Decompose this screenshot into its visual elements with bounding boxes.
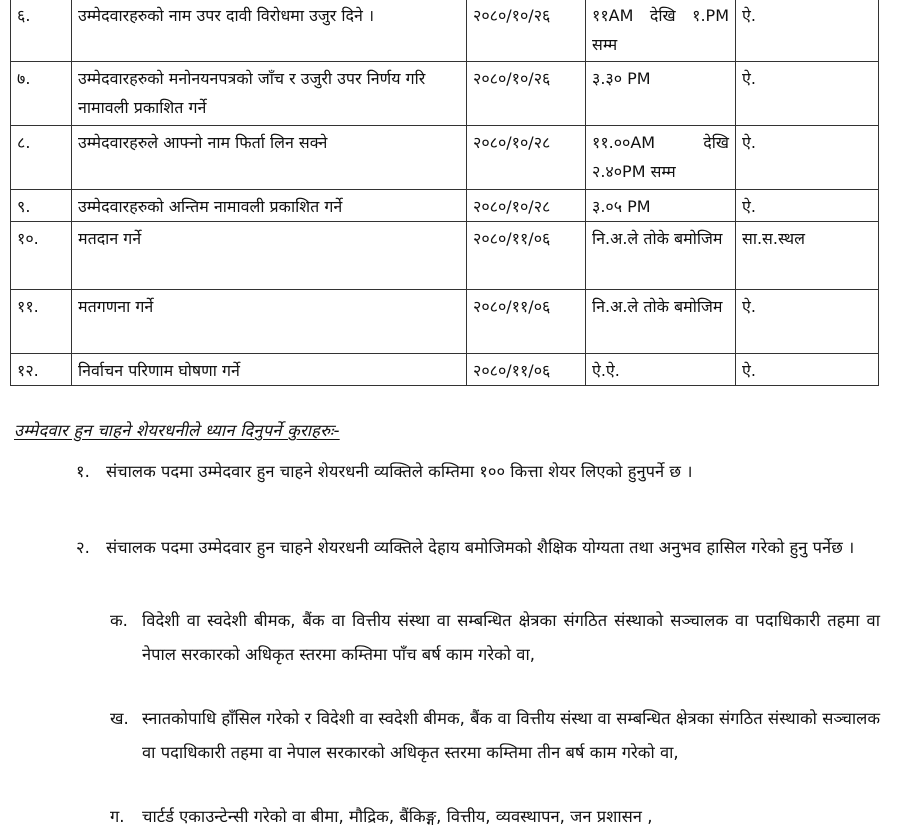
time-cell: नि.अ.ले तोके बमोजिम	[586, 290, 736, 354]
sub-list-item	[110, 604, 880, 672]
place-cell: ऐ.	[736, 126, 879, 190]
place-cell: ऐ.	[736, 62, 879, 126]
item-number: १.	[76, 462, 90, 481]
sub-item-number: ग.	[110, 807, 125, 826]
table-row	[11, 354, 879, 386]
table-row	[11, 190, 879, 222]
sub-item-number: ख.	[110, 709, 129, 728]
time-cell: ऐ.ऐ.	[586, 354, 736, 386]
sub-list-item	[110, 800, 880, 834]
time-cell: ३.३० PM	[586, 62, 736, 126]
sub-list-item	[110, 702, 880, 770]
sub-item-text: स्नातकोपाधि हाँसिल गरेको र विदेशी वा स्वदेशी बीमक, बैंक वा वित्तीय संस्था वा सम्बन्धित क्षेत्रका संगठित संस्थाको सञ्चालक वा पदाधिकारी तहमा वा नेपाल सरकारको अधिकृत स्तरमा कम्तिमा तीन बर्ष काम गरेको वा,	[142, 709, 880, 762]
activity-cell: मतदान गर्ने	[72, 222, 467, 290]
date-cell: २०८०/१०/२६	[467, 0, 586, 62]
list-item	[76, 531, 880, 565]
serial-cell: ७.	[11, 62, 72, 126]
item-text: संचालक पदमा उम्मेदवार हुन चाहने शेयरधनी व्यक्तिले देहाय बमोजिमको शैक्षिक योग्यता तथा अनुभव हासिल गरेको हुनु पर्नेछ ।	[106, 538, 855, 557]
place-cell: ऐ.	[736, 290, 879, 354]
serial-cell: ९.	[11, 190, 72, 222]
table-row	[11, 290, 879, 354]
date-cell: २०८०/१०/२६	[467, 62, 586, 126]
sub-item-text: चार्टर्ड एकाउन्टेन्सी गरेको वा बीमा, मौद्रिक, बैंकिङ्ग, वित्तीय, व्यवस्थापन, जन प्रशासन ,	[142, 807, 653, 826]
activity-cell: उम्मेदवारहरुले आफ्नो नाम फिर्ता लिन सक्ने	[72, 126, 467, 190]
notes-heading: उम्मेदवार हुन चाहने शेयरधनीले ध्यान दिनुपर्ने कुराहरुः-	[14, 421, 340, 440]
serial-cell: ११.	[11, 290, 72, 354]
item-text: संचालक पदमा उम्मेदवार हुन चाहने शेयरधनी व्यक्तिले कम्तिमा १०० कित्ता शेयर लिएको हुनुपर्ने छ ।	[106, 462, 693, 481]
time-cell: ३.०५ PM	[586, 190, 736, 222]
date-cell: २०८०/११/०६	[467, 290, 586, 354]
table-row	[11, 126, 879, 190]
activity-cell: उम्मेदवारहरुको मनोनयनपत्रको जाँच र उजुरी उपर निर्णय गरि नामावली प्रकाशित गर्ने	[72, 62, 467, 126]
date-cell: २०८०/११/०६	[467, 354, 586, 386]
serial-cell: ६.	[11, 0, 72, 62]
place-cell: ऐ.	[736, 190, 879, 222]
activity-cell: मतगणना गर्ने	[72, 290, 467, 354]
list-item	[76, 455, 880, 489]
time-cell: नि.अ.ले तोके बमोजिम	[586, 222, 736, 290]
date-cell: २०८०/११/०६	[467, 222, 586, 290]
place-cell: ऐ.	[736, 0, 879, 62]
activity-cell: निर्वाचन परिणाम घोषणा गर्ने	[72, 354, 467, 386]
table-row	[11, 0, 879, 62]
date-cell: २०८०/१०/२८	[467, 190, 586, 222]
table-row	[11, 62, 879, 126]
serial-cell: १०.	[11, 222, 72, 290]
time-cell: ११.००AM देखि २.४०PM सम्म	[586, 126, 736, 190]
date-cell: २०८०/१०/२८	[467, 126, 586, 190]
serial-cell: ८.	[11, 126, 72, 190]
table-row	[11, 222, 879, 290]
sub-item-text: विदेशी वा स्वदेशी बीमक, बैंक वा वित्तीय संस्था वा सम्बन्धित क्षेत्रका संगठित संस्थाको सञ्चालक वा पदाधिकारी तहमा वा नेपाल सरकारको अधिकृत स्तरमा कम्तिमा पाँच बर्ष काम गरेको वा,	[142, 611, 880, 664]
time-cell: ११AM देखि १.PM सम्म	[586, 0, 736, 62]
sub-item-number: क.	[110, 611, 128, 630]
item-number: २.	[76, 538, 90, 557]
place-cell: सा.स.स्थल	[736, 222, 879, 290]
election-schedule-table	[10, 0, 879, 386]
serial-cell: १२.	[11, 354, 72, 386]
activity-cell: उम्मेदवारहरुको नाम उपर दावी विरोधमा उजुर दिने ।	[72, 0, 467, 62]
activity-cell: उम्मेदवारहरुको अन्तिम नामावली प्रकाशित गर्ने	[72, 190, 467, 222]
place-cell: ऐ.	[736, 354, 879, 386]
